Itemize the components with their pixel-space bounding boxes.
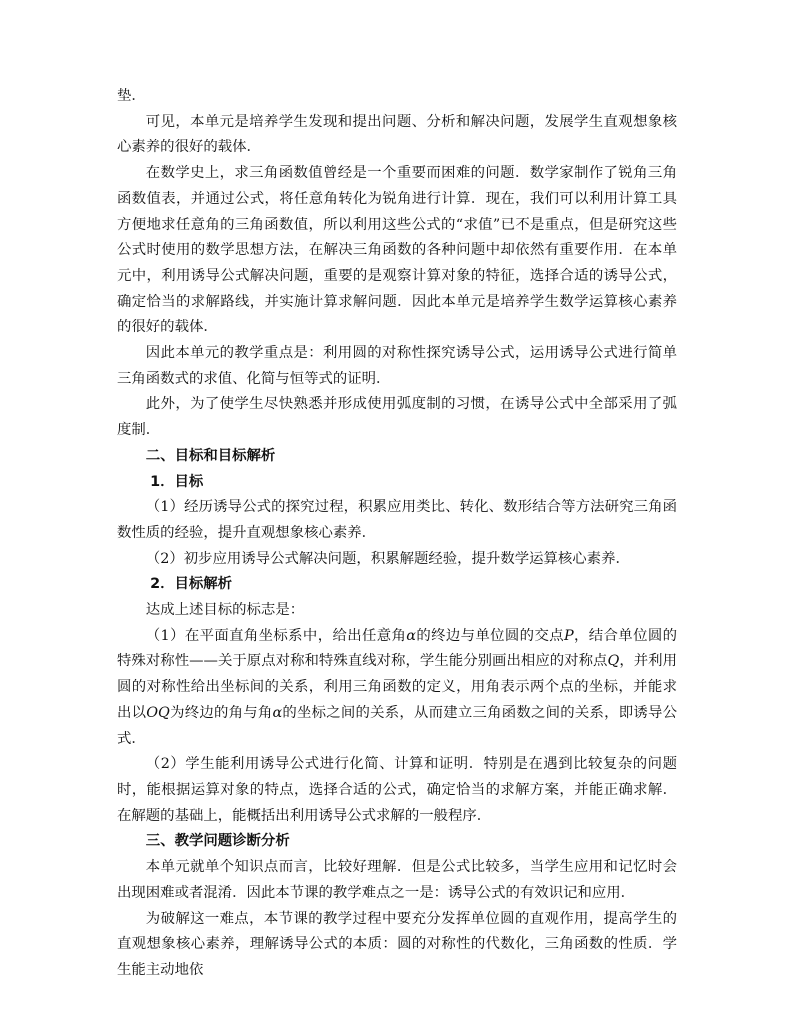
paragraph-continuation: 垫． bbox=[117, 88, 146, 104]
math-segment-oq: OQ bbox=[146, 704, 170, 721]
goal-item: （1）经历诱导公式的探究过程，积累应用类比、转化、数形结合等方法研究三角函数性质的经验，提升直观想象核心素养． bbox=[117, 499, 677, 541]
paragraph: 达成上述目标的标志是： bbox=[145, 602, 305, 619]
text-run: 的终边与单位圆的交点 bbox=[415, 627, 564, 644]
analysis-item: （2）学生能利用诱导公式进行化简、计算和证明．特别是在遇到比较复杂的问题时，能根据运算对象的特点，选择合适的公式，确定恰当的求解方案，并能正确求解．在解题的基础上，能概括出利用诱导公式求解的一般程序． bbox=[117, 756, 677, 824]
subsection-heading-goal-analysis: 2．目标解析 bbox=[150, 576, 233, 593]
math-alpha: α bbox=[406, 627, 416, 644]
analysis-item bbox=[117, 624, 677, 753]
paragraph: 此外，为了使学生尽快熟悉并形成使用弧度制的习惯，在诱导公式中全部采用了弧度制． bbox=[117, 396, 677, 439]
math-point-p: P bbox=[563, 627, 574, 644]
math-point-q: Q bbox=[607, 653, 620, 670]
text-run: 为终边的角与角 bbox=[169, 704, 273, 721]
paragraph: 可见，本单元是培养学生发现和提出问题、分析和解决问题，发展学生直观想象核心素养的很好的载体． bbox=[117, 113, 677, 156]
paragraph: 为破解这一难点，本节课的教学过程中要充分发挥单位圆的直观作用，提高学生的直观想象核心素养，理解诱导公式的本质：圆的对称性的代数化，三角函数的性质．学生能主动地依 bbox=[117, 910, 677, 978]
paragraph: 本单元就单个知识点而言，比较好理解．但是公式比较多，当学生应用和记忆时会出现困难或者混淆．因此本节课的教学难点之一是：诱导公式的有效识记和应用． bbox=[117, 859, 677, 901]
section-heading-diagnosis: 三、教学问题诊断分析 bbox=[145, 833, 290, 850]
document-body bbox=[117, 84, 677, 984]
text-run: ，并利用圆的对称性给出坐标间的关系，利用三角函数的定义，用角表示两个点的坐标，并能求出以 bbox=[117, 653, 677, 721]
text-run: （1）在平面直角坐标系中，给出任意角 bbox=[145, 627, 407, 644]
paragraph-teaching-focus: 因此本单元的教学重点是：利用圆的对称性探究诱导公式，运用诱导公式进行简单三角函数式的求值、化简与恒等式的证明． bbox=[117, 345, 677, 387]
paragraph: 在数学史上，求三角函数值曾经是一个重要而困难的问题．数学家制作了锐角三角函数值表，并通过公式，将任意角转化为锐角进行计算．现在，我们可以利用计算工具方便地求任意角的三角函数值，所以利用这些公式的“求值”已不是重点，但是研究这些公式时使用的数学思想方法，在解决三角函数的各种问题中却依然有重要作用．在本单元中，利用诱导公式解决问题，重要的是观察计算对象的特征，选择合适的诱导公式，确定恰当的求解路线，并实施计算求解问题．因此本单元是培养学生数学运算核心素养的很好的载体． bbox=[117, 165, 677, 336]
text-run: 的坐标之间的关系，从而建立三角函数之间的关系，即诱导公式． bbox=[117, 704, 677, 747]
goal-item: （2）初步应用诱导公式解决问题，积累解题经验，提升数学运算核心素养． bbox=[145, 550, 630, 567]
section-heading-goals: 二、目标和目标解析 bbox=[145, 447, 276, 464]
text-run: ，结合单位圆的特殊对称性——关于原点对称和特殊直线对称，学生能分别画出相应的对称点 bbox=[117, 627, 677, 670]
math-alpha: α bbox=[272, 704, 283, 721]
subsection-heading-goals: 1．目标 bbox=[150, 473, 204, 490]
